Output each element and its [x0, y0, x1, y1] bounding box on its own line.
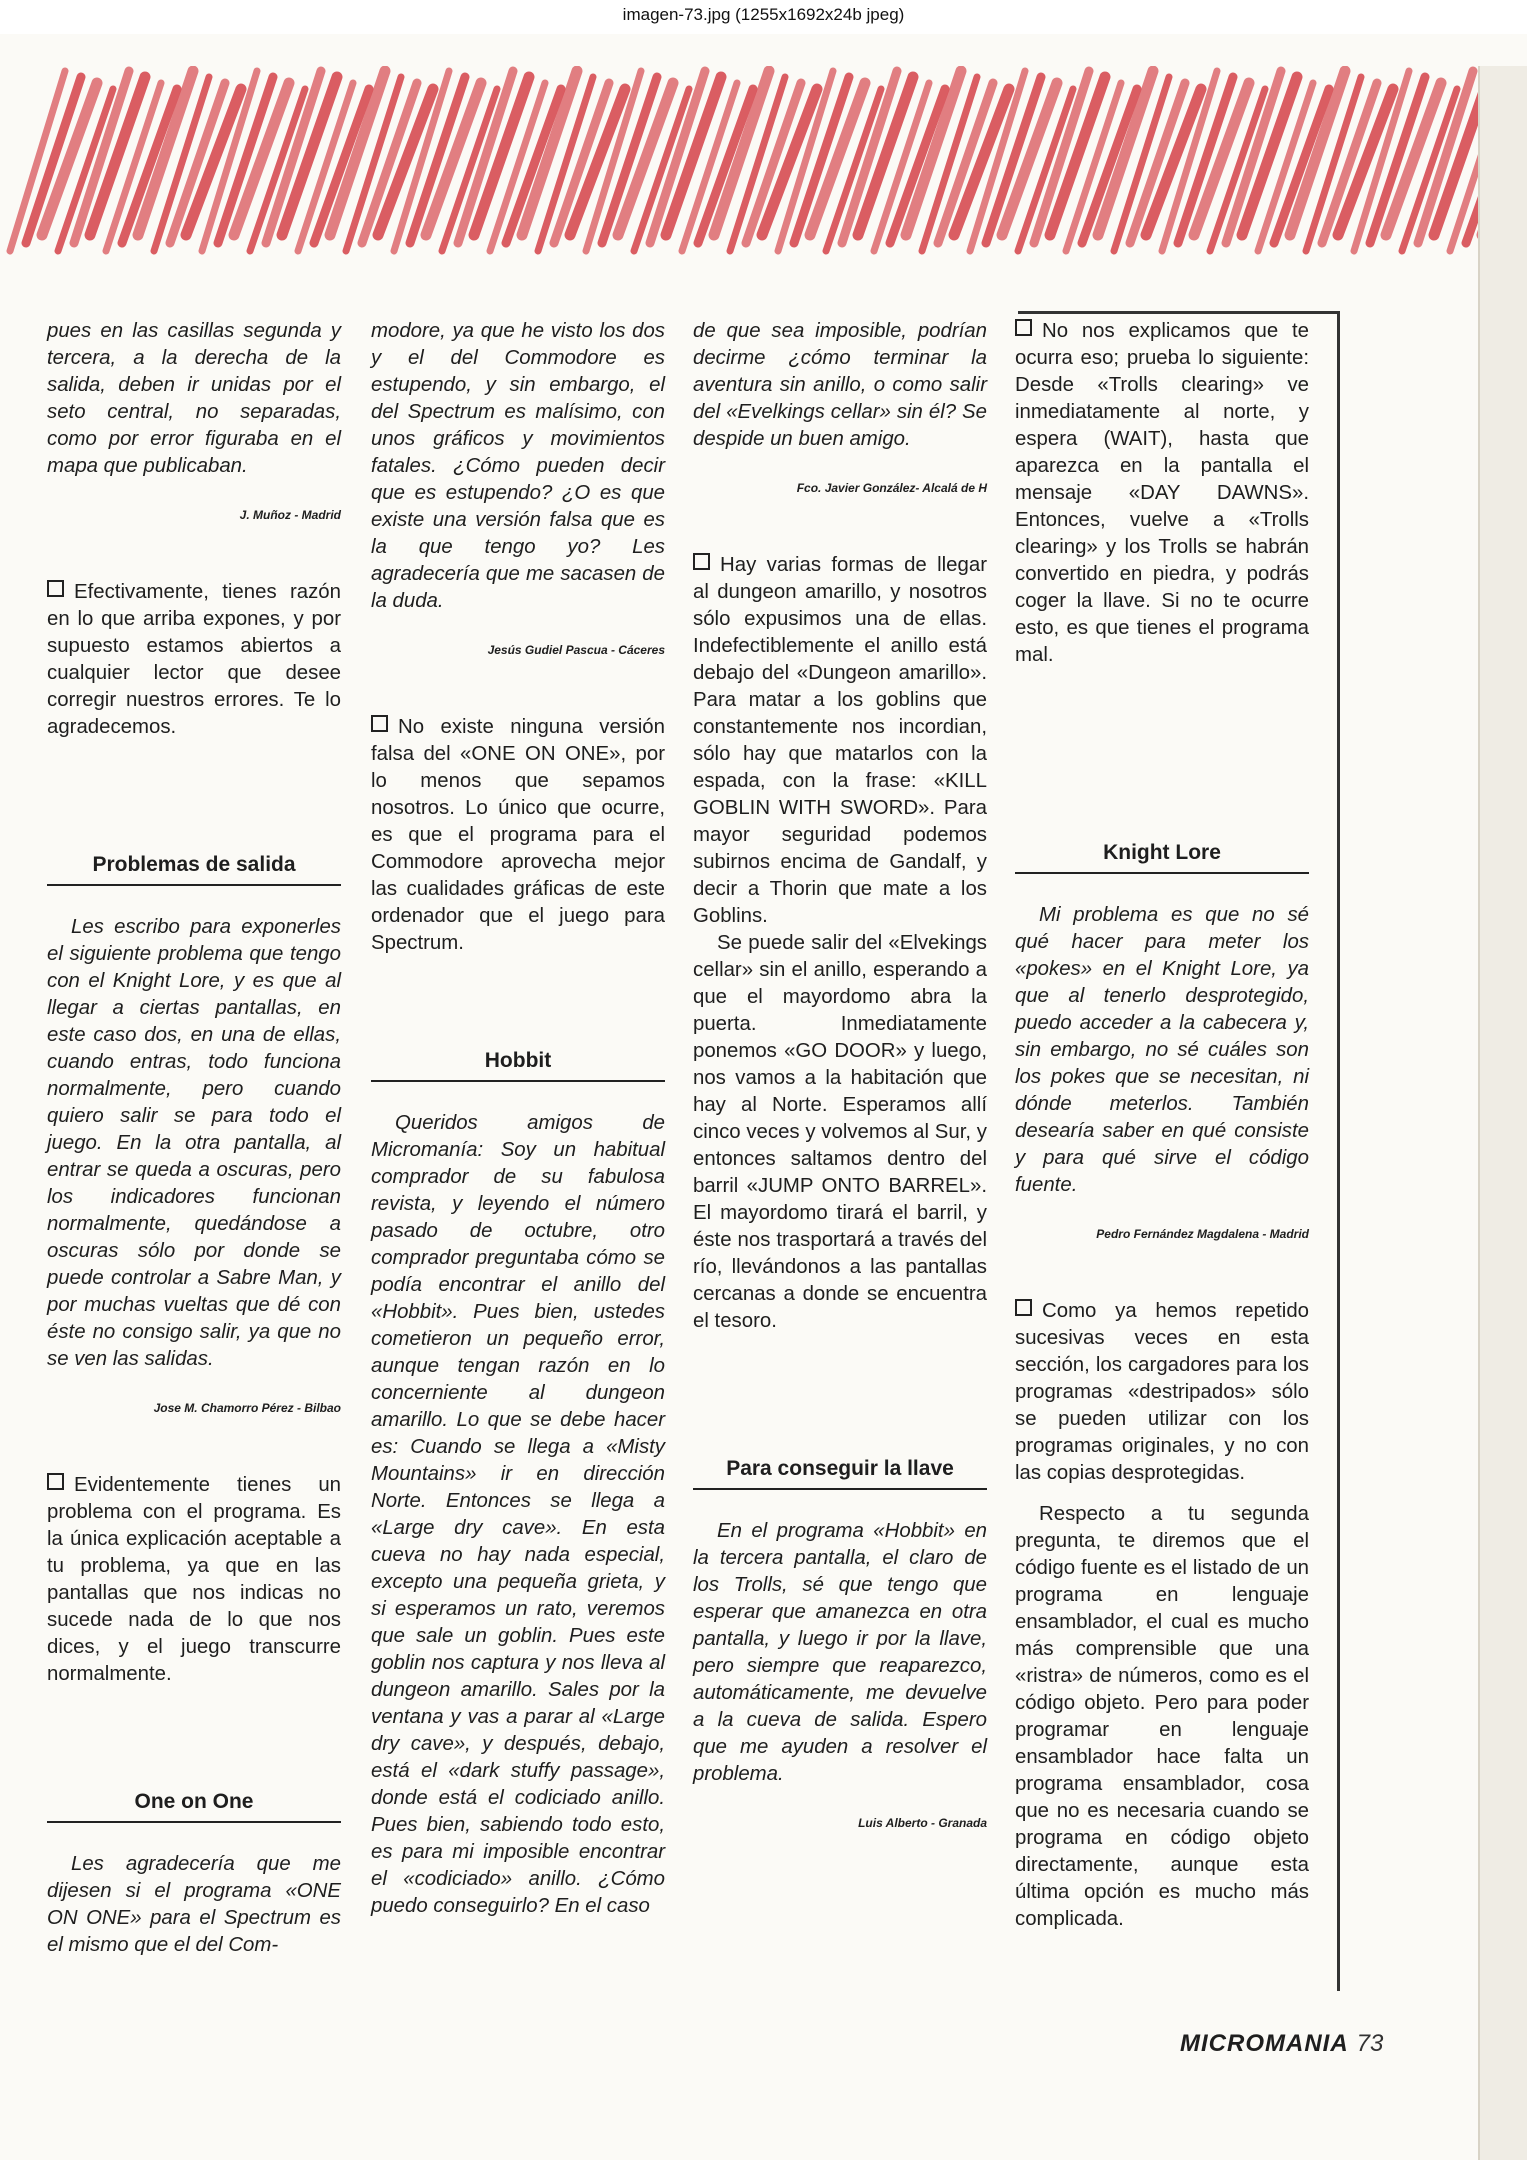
reply-text: No nos explicamos que te ocurra eso; prueba lo siguiente: Desde «Trolls clearing» ve inmediatamente al norte, y espera (WAIT), hasta que aparezca en la pantalla el mensaje «DAY DAWNS». Entonces, vuelve a «Trolls clearing» y los Trolls se habrán convertido en piedra, y podrás coger la llave. Si no te ocurre esto, es que tienes el programa mal.: [1015, 320, 1309, 666]
letter-signature: Jose M. Chamorro Pérez - Bilbao: [153, 1401, 341, 1415]
reply-text: Efectivamente, tienes razón en lo que arriba expones, y por supuesto estamos abiertos a cualquier lector que desee corregir nuestros errores. Te lo agradecemos.: [47, 581, 341, 738]
checkbox-icon: [47, 1473, 64, 1490]
checkbox-icon: [1015, 1299, 1032, 1316]
reply-text: No existe ninguna versión falsa del «ONE ON ONE», por lo menos que sepamos nosotros. Lo único que ocurre, es que el programa para el Commodore aprovecha mejor las cualidades gráficas de este ordenador que el juego para Spectrum.: [371, 716, 665, 954]
letter-text: En el programa «Hobbit» en la tercera pantalla, el claro de los Trolls, sé que tengo que esperar que amanezca en otra pantalla, y luego ir por la llave, pero siempre que reaparezco, automáticamente, me devuelve a la cueva de salida. Espero que me ayuden a resolver el problema.: [693, 1520, 987, 1785]
letter-signature: Fco. Javier González- Alcalá de H: [796, 481, 987, 495]
letter-text: Les escribo para exponerles el siguiente problema que tengo con el Knight Lore, y es que al llegar a ciertas pantallas, en este caso dos, en una de ellas, cuando entras, todo funciona normalmente, pero cuando quiero salir se para todo el juego. En la otra pantalla, al entrar se queda a oscuras, pero los indicadores funcionan normalmente, quedándose a oscuras sólo por donde se puede controlar a Sabre Man, y por muchas vueltas que dé con éste no consigo salir, ya que no se ven las salidas.: [47, 916, 341, 1370]
letter-signature: J. Muñoz - Madrid: [239, 508, 341, 522]
section-heading-knight-lore: Knight Lore: [1015, 839, 1309, 874]
checkbox-icon: [1015, 319, 1032, 336]
magazine-name: MICROMANIA: [1180, 2030, 1349, 2057]
checkbox-icon: [371, 715, 388, 732]
section-heading-hobbit: Hobbit: [371, 1047, 665, 1082]
reply-text: Se puede salir del «Elvekings cellar» sin el anillo, esperando a que el mayordomo abra la puerta. Inmediatamente ponemos «GO DOOR» y luego, nos vamos a la habitación que hay al Norte. Esperamos allí cinco veces y volvemos al Sur, y entonces saltamos dentro del barril «JUMP ONTO BARREL». El mayordomo tirará el barril, y éste nos trasportará a través del río, llevándonos a las pantallas cercanas a donde se encuentra el tesoro.: [693, 932, 987, 1332]
column-4: [1015, 318, 1309, 1933]
section-heading-one-on-one: One on One: [47, 1788, 341, 1823]
letter-text: pues en las casillas segunda y tercera, a la derecha de la salida, deben ir unidas por el seto central, no separadas, como por error figuraba en el mapa que publicaban.: [47, 320, 341, 477]
checkbox-icon: [47, 580, 64, 597]
reply-text: Respecto a tu segunda pregunta, te diremos que el código fuente es el listado de un programa en lenguaje ensamblador, el cual es mucho más comprensible que una «ristra» de números, como es el código objeto. Pero para poder programar en lenguaje ensamblador hace falta un programa ensamblador, cosa que no es necesaria cuando se programa en código objeto directamente, aunque esta última opción es mucho más complicada.: [1015, 1503, 1309, 1930]
letter-signature: Pedro Fernández Magdalena - Madrid: [1096, 1227, 1309, 1241]
column-3: [693, 318, 987, 1887]
checkbox-icon: [693, 553, 710, 570]
reply-text: Evidentemente tienes un problema con el programa. Es la única explicación aceptable a tu problema, ya que en las pantallas que nos indicas no sucede nada de lo que nos dices, y el juego transcurre normalmente.: [47, 1474, 341, 1685]
reply-text: Hay varias formas de llegar al dungeon amarillo, y nosotros sólo expusimos una de ellas. Indefectiblemente el anillo está debajo del «Dungeon amarillo». Para matar a los goblins que constantemente nos incordian, sólo hay que matarlos con la espada, con la frase: «KILL GOBLIN WITH SWORD». Para mayor seguridad podemos subirnos encima de Gandalf, y decir a Thorin que mate a los Goblins.: [693, 554, 987, 927]
section-heading-llave: Para conseguir la llave: [693, 1455, 987, 1490]
column-1: [47, 318, 341, 1959]
letter-text: de que sea imposible, podrían decirme ¿cómo terminar la aventura sin anillo, o como salir del «Evelkings cellar» sin él? Se despide un buen amigo.: [693, 320, 987, 450]
column-2: [371, 318, 665, 1920]
column-side-rule: [1337, 311, 1340, 1991]
letter-text: modore, ya que he visto los dos y el del Commodore es estupendo, y sin embargo, el del Spectrum es malísimo, con unos gráficos y movimientos fatales. ¿Cómo pueden decir que es estupendo? ¿O es que existe una versión falsa que es la que tengo yo? Les agradecería que me sacasen de la duda.: [371, 320, 665, 612]
page-footer: [1180, 2030, 1383, 2058]
letter-signature: Jesús Gudiel Pascua - Cáceres: [487, 643, 665, 657]
reply-text: Como ya hemos repetido sucesivas veces en esta sección, los cargadores para los programas «destripados» sólo se pueden utilizar con los programas originales, y no con las copias desprotegidas.: [1015, 1300, 1309, 1484]
striped-banner: [0, 66, 1527, 256]
section-heading-salida: Problemas de salida: [47, 851, 341, 886]
page-number: 73: [1356, 2030, 1384, 2057]
letter-text: Queridos amigos de Micromanía: Soy un habitual comprador de su fabulosa revista, y leyendo el número pasado de octubre, otro comprador preguntaba cómo se podía encontrar el anillo del «Hobbit». Pues bien, ustedes cometieron un pequeño error, aunque tengan razón en lo concerniente al dungeon amarillo. Lo que se debe hacer es: Cuando se llega a «Misty Mountains» ir en dirección Norte. Entonces se llega a «Large dry cave». En esta cueva no hay nada especial, excepto una pequeña grieta, y si esperamos un rato, veremos que sale un goblin. Pues este goblin nos captura y nos lleva al dungeon amarillo. Sales por la ventana y vas a parar al «Large dry cave», y después, debajo, está el «dark stuffy passage», donde está el codiciado anillo. Pues bien, sabiendo todo esto, es para mi imposible encontrar el «codiciado» anillo. ¿Cómo puedo conseguirlo? En el caso: [371, 1112, 665, 1917]
column-top-rule: [1018, 311, 1340, 314]
letter-signature: Luis Alberto - Granada: [858, 1816, 987, 1830]
letter-text: Mi problema es que no sé qué hacer para meter los «pokes» en el Knight Lore, ya que al tenerlo desprotegido, puedo acceder a la cabecera y, sin embargo, no sé cuáles son los pokes que se necesitan, ni dónde meterlos. También desearía saber en qué consiste y para qué sirve el código fuente.: [1015, 904, 1309, 1196]
file-caption: imagen-73.jpg (1255x1692x24b jpeg): [0, 0, 1527, 34]
letter-text: Les agradecería que me dijesen si el programa «ONE ON ONE» para el Spectrum es el mismo que el del Com-: [47, 1853, 341, 1956]
page-edge: [1478, 66, 1527, 2160]
